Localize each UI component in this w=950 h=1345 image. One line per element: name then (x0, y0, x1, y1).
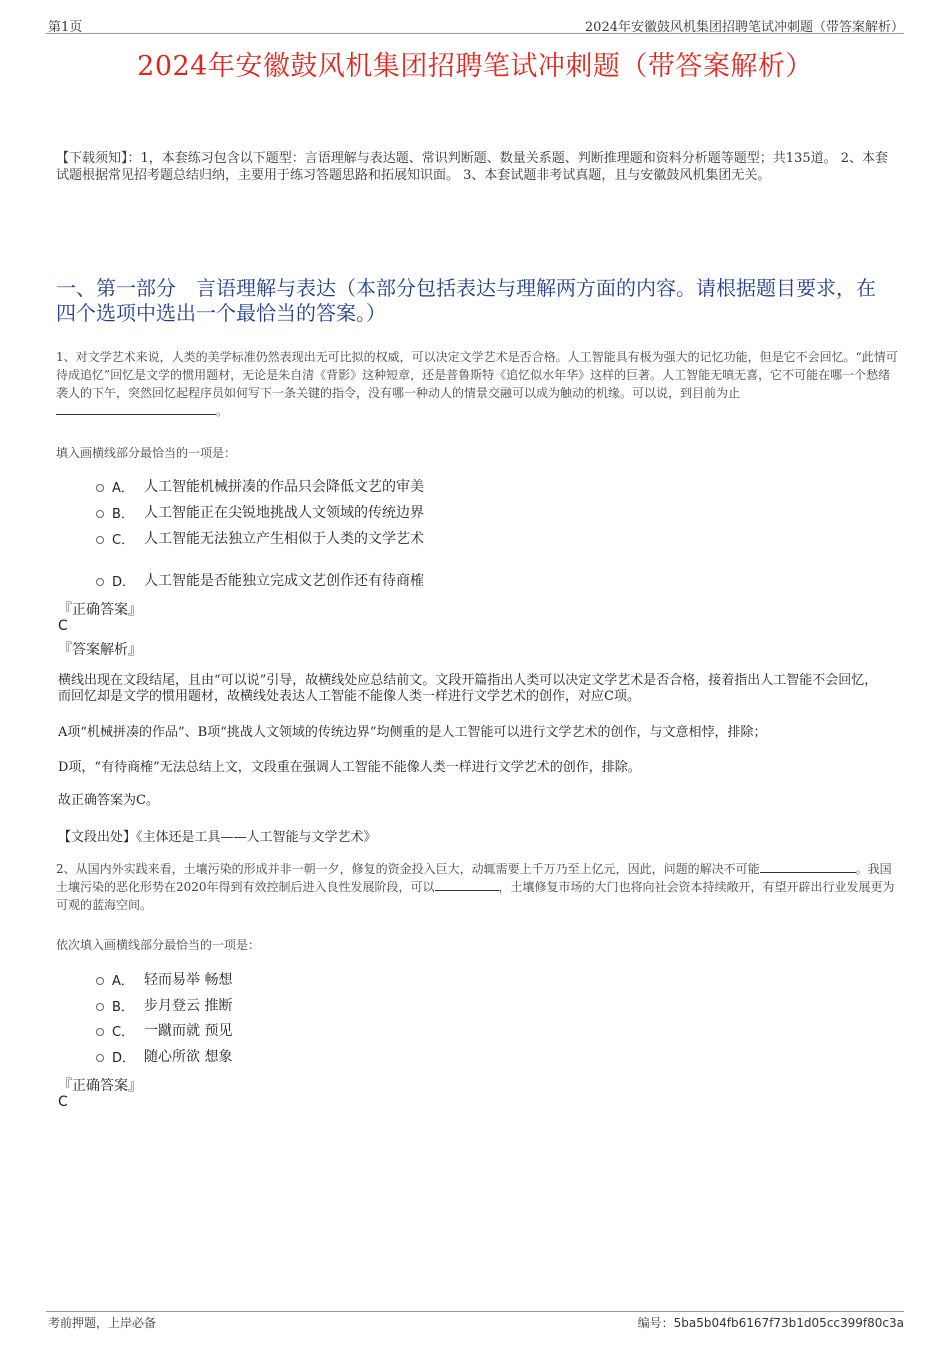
option-letter: A． (112, 973, 134, 989)
question-1-prompt: 填入画横线部分最恰当的一项是： (56, 446, 237, 460)
radio-icon[interactable] (96, 977, 104, 985)
question-2-part-3: ，土壤修复市场的大门也将向社会资本持续敞开，有望开辟出行业发展更为可观的蓝海空间。 (56, 880, 895, 912)
header-doc-title: 2024年安徽鼓风机集团招聘笔试冲刺题（带答案解析） (584, 20, 904, 35)
option-text: 步月登云 推断 (144, 998, 233, 1014)
correct-answer-label: 『正确答案』 (58, 602, 142, 618)
question-1-end: 。 (216, 404, 229, 418)
question-1-option-a[interactable] (96, 476, 424, 496)
header-divider (46, 33, 904, 34)
question-2-option-a[interactable] (96, 969, 232, 989)
radio-icon[interactable] (96, 484, 104, 492)
document-id (638, 1314, 904, 1331)
page-title: 2024年安徽鼓风机集团招聘笔试冲刺题（带答案解析） (137, 51, 813, 82)
question-1-option-d[interactable] (96, 570, 424, 590)
option-text: 一蹴而就 预见 (144, 1023, 233, 1039)
analysis-paragraph: A项“机械拼凑的作品”、B项“挑战人文领域的传统边界”均侧重的是人工智能可以进行文学艺术的创作，与文意相悖，排除； (58, 725, 767, 740)
question-1-option-b[interactable] (96, 502, 424, 522)
correct-answer: C (58, 618, 68, 634)
question-2-option-c[interactable] (96, 1020, 232, 1040)
page-number: 第1页 (48, 20, 83, 35)
answer-blank (56, 402, 216, 415)
correct-answer: C (58, 1094, 68, 1110)
section-title: 一、第一部分 言语理解与表达（本部分包括表达与理解两方面的内容。请根据题目要求，在四个选项中选出一个最恰当的答案。） (56, 276, 876, 325)
download-notice: 【下载须知】：1，本套练习包含以下题型：言语理解与表达题、常识判断题、数量关系题、判断推理题和资料分析题等题型；共135道。 2、本套试题根据常见招考题总结归纳，主要用于练习答题思路和拓展知识面。 3、本套试题非考试真题，且与安徽鼓风机集团无关。 (56, 151, 888, 183)
analysis-paragraph: D项，“有待商榷”无法总结上文，文段重在强调人工智能不能像人类一样进行文学艺术的创作，排除。 (58, 760, 641, 775)
option-letter: C． (112, 532, 135, 548)
option-letter: B． (112, 506, 134, 522)
option-letter: D． (112, 1050, 136, 1066)
radio-icon[interactable] (96, 1003, 104, 1011)
question-1-option-c[interactable] (96, 528, 424, 548)
analysis-label: 『答案解析』 (58, 642, 142, 658)
question-2-option-d[interactable] (96, 1046, 232, 1066)
option-text: 人工智能正在尖锐地挑战人文领域的传统边界 (144, 505, 424, 521)
document-id-value: 5ba5b04fb6167f73b1d05cc399f80c3a (673, 1316, 904, 1330)
answer-blank (435, 878, 499, 891)
passage-source: 【文段出处】《主体还是工具——人工智能与文学艺术》 (58, 830, 377, 845)
radio-icon[interactable] (96, 1054, 104, 1062)
option-text: 人工智能无法独立产生相似于人类的文学艺术 (144, 531, 424, 547)
answer-blank (760, 860, 856, 873)
option-text: 人工智能机械拼凑的作品只会降低文艺的审美 (144, 479, 424, 495)
analysis-paragraph: 故正确答案为C。 (58, 793, 159, 808)
question-2-option-b[interactable] (96, 995, 232, 1015)
option-letter: C． (112, 1024, 135, 1040)
option-letter: B． (112, 999, 134, 1015)
option-text: 随心所欲 想象 (144, 1049, 233, 1065)
question-1-body: 1、对文学艺术来说，人类的美学标准仍然表现出无可比拟的权威，可以决定文学艺术是否合格。人工智能具有极为强大的记忆功能，但是它不会回忆。“此情可待成追忆”回忆是文学的惯用题材，无论是朱自清《背影》这种短章，还是普鲁斯特《追忆似水年华》这样的巨著。人工智能无嗔无喜，它不可能在哪一个愁绪袭人的下午，突然回忆起程序员如何写下一条关键的指令，没有哪一种动人的情景交融可以成为触动的机缘。可以说，到目前为止 (56, 350, 898, 400)
radio-icon[interactable] (96, 1028, 104, 1036)
footer-divider (46, 1311, 904, 1312)
option-text: 轻而易举 畅想 (144, 972, 233, 988)
question-2-part-2: 。我国土壤污染的恶化形势在2020年得到有效控制后进入良性发展阶段，可以 (56, 862, 892, 894)
question-2-prompt: 依次填入画横线部分最恰当的一项是： (56, 938, 261, 952)
document-id-label: 编号： (637, 1316, 674, 1330)
question-2-text (56, 860, 898, 914)
analysis-paragraph: 横线出现在文段结尾，且由“可以说”引导，故横线处应总结前文。文段开篇指出人类可以决定文学艺术是否合格，接着指出人工智能不会回忆，而回忆却是文学的惯用题材，故横线处表达人工智能不能像人类一样进行文学艺术的创作，对应C项。 (58, 673, 878, 704)
question-2-part-1: 2、从国内外实践来看，土壤污染的形成并非一朝一夕，修复的资金投入巨大，动辄需要上千万乃至上亿元，因此，问题的解决不可能 (56, 862, 760, 876)
correct-answer-label: 『正确答案』 (58, 1078, 142, 1094)
footer-slogan: 考前押题，上岸必备 (48, 1316, 157, 1330)
option-letter: A． (112, 480, 134, 496)
radio-icon[interactable] (96, 536, 104, 544)
radio-icon[interactable] (96, 510, 104, 518)
radio-icon[interactable] (96, 578, 104, 586)
question-1-text (56, 348, 898, 420)
option-text: 人工智能是否能独立完成文艺创作还有待商榷 (144, 573, 424, 589)
option-letter: D． (112, 574, 136, 590)
